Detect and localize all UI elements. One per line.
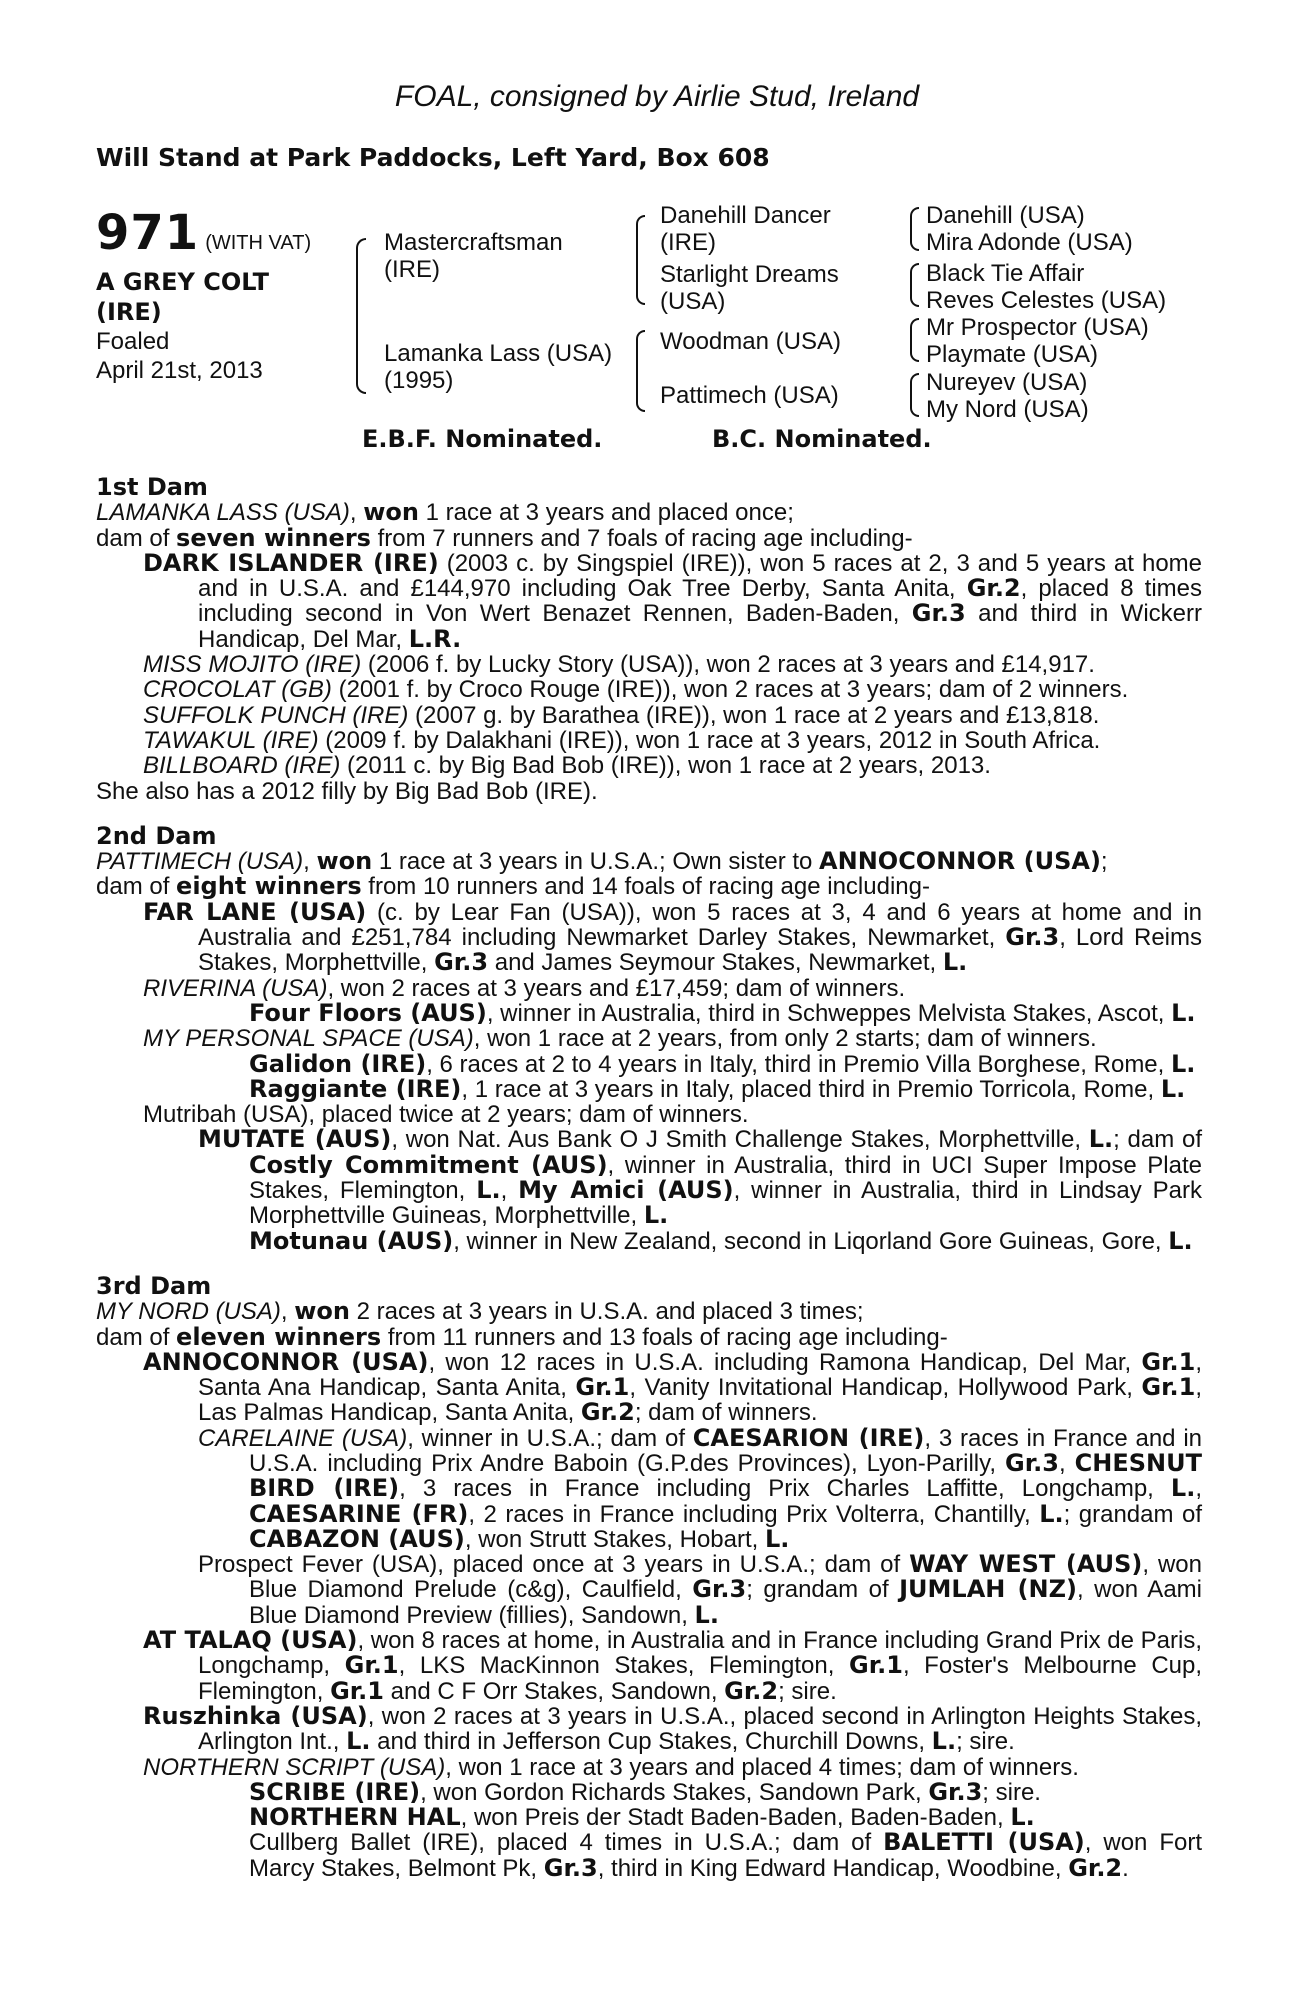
pedigree-sd: Starlight Dreams (USA): [660, 261, 839, 315]
pedigree-g6: Playmate (USA): [926, 341, 1099, 368]
pedigree-dam: Lamanka Lass (USA) (1995): [384, 340, 613, 394]
brace: [910, 207, 919, 251]
pedigree-ss: Danehill Dancer (IRE): [660, 202, 831, 256]
brace: [910, 318, 919, 362]
dam-line: dam of eight winners from 10 runners and 14 foals of racing age including-: [96, 872, 930, 901]
produce-entry: AT TALAQ (USA), won 8 races at home, in Australia and in France including Grand Prix de Paris, Longchamp, Gr.1, LKS MacKinnon Stakes, Flemington, Gr.1, Foster's Melbourne Cup, Flemington, Gr.1 and C F Orr Stakes, Sandown, Gr.2; sire.: [143, 1626, 1203, 1705]
foaled-info: [96, 327, 356, 385]
lot-block: [96, 205, 356, 385]
brace: [636, 330, 645, 412]
brace: [910, 263, 919, 307]
produce-entry: MISS MOJITO (IRE) (2006 f. by Lucky Story (USA)), won 2 races at 3 years and £14,917.: [143, 651, 1095, 679]
produce-entry: Motunau (AUS), winner in New Zealand, second in Liqorland Gore Guineas, Gore, L.: [249, 1226, 1193, 1255]
produce-entry: SUFFOLK PUNCH (IRE) (2007 g. by Barathea (IRE)), won 1 race at 2 years and £13,818.: [143, 701, 1100, 729]
pedigree-sire: Mastercraftsman (IRE): [384, 229, 563, 283]
produce-entry: FAR LANE (USA) (c. by Lear Fan (USA)), won 5 races at 3, 4 and 6 years at home and in Australia and £251,784 including Newmarket Darley Stakes, Newmarket, Gr.3, Lord Reims Stakes, Morphettville, Gr.3 and James Seymour Stakes, Newmarket, L.: [143, 897, 1203, 977]
pedigree-g5: Mr Prospector (USA): [926, 314, 1149, 341]
pedigree-g4: Reves Celestes (USA): [926, 287, 1167, 314]
foaled-date: April 21st, 2013: [96, 357, 263, 384]
produce-entry: MUTATE (AUS), won Nat. Aus Bank O J Smith Challenge Stakes, Morphettville, L.; dam of Costly Commitment (AUS), winner in Australia, third in UCI Super Impose Plate Stakes, Flemington, L., My Amici (AUS), winner in Australia, third in Lindsay Park Morphettville Guineas, Morphettville, L.: [198, 1125, 1202, 1230]
produce-entry: NORTHERN SCRIPT (USA), won 1 race at 3 years and placed 4 times; dam of winners.: [143, 1753, 1079, 1781]
lot-number-line: [96, 205, 356, 261]
produce-entry: MY PERSONAL SPACE (USA), won 1 race at 2 years, from only 2 starts; dam of winners.: [143, 1025, 1097, 1053]
pedigree-ds: Woodman (USA): [660, 328, 841, 355]
dam-line: LAMANKA LASS (USA), won 1 race at 3 years and placed once;: [96, 498, 794, 527]
produce-entry: Ruszhinka (USA), won 2 races at 3 years in U.S.A., placed second in Arlington Heights Stakes, Arlington Int., L. and third in Jefferson Cup Stakes, Churchill Downs, L.; sire.: [143, 1701, 1202, 1756]
produce-entry: ANNOCONNOR (USA), won 12 races in U.S.A. including Ramona Handicap, Del Mar, Gr.1, Santa Ana Handicap, Santa Anita, Gr.1, Vanity Invitational Handicap, Hollywood Park, Gr.1, Las Palmas Handicap, Santa Anita, Gr.2; dam of winners.: [143, 1347, 1203, 1427]
produce-entry: Mutribah (USA), placed twice at 2 years; dam of winners.: [143, 1101, 749, 1129]
brace: [910, 373, 919, 417]
produce-entry: SCRIBE (IRE), won Gordon Richards Stakes, Sandown Park, Gr.3; sire.: [249, 1777, 1041, 1806]
lot-desc-line: (IRE): [96, 298, 162, 326]
dam-line: She also has a 2012 filly by Big Bad Bob (IRE).: [96, 777, 598, 805]
foaled-label: Foaled: [96, 328, 170, 355]
produce-entry: BILLBOARD (IRE) (2011 c. by Big Bad Bob (IRE)), won 1 race at 2 years, 2013.: [143, 752, 991, 780]
pedigree-g7: Nureyev (USA): [926, 369, 1088, 396]
pedigree-dd: Pattimech (USA): [660, 382, 839, 409]
bc-nominated: B.C. Nominated.: [712, 425, 932, 453]
produce-entry: RIVERINA (USA), won 2 races at 3 years and £17,459; dam of winners.: [143, 974, 906, 1002]
dam-line: dam of seven winners from 7 runners and 7 foals of racing age including-: [96, 523, 913, 552]
vat-label: (WITH VAT): [205, 232, 312, 254]
produce-entry: CARELAINE (USA), winner in U.S.A.; dam of CAESARION (IRE), 3 races in France and in U.S.A. including Prix Andre Baboin (G.P.des Provinces), Lyon-Parilly, Gr.3, CHESNUT BIRD (IRE), 3 races in France including Prix Charles Laffitte, Longchamp, L., CAESARINE (FR), 2 races in France including Prix Volterra, Chantilly, L.; grandam of CABAZON (AUS), won Strutt Stakes, Hobart, L.: [198, 1423, 1203, 1553]
lot-number: 971: [96, 205, 200, 261]
second-dam-section: [96, 821, 1203, 1255]
brace: [636, 215, 645, 305]
lot-description: [96, 267, 356, 327]
third-dam-section: [96, 1271, 1203, 1882]
produce-entry: Prospect Fever (USA), placed once at 3 years in U.S.A.; dam of WAY WEST (AUS), won Blue Diamond Prelude (c&g), Caulfield, Gr.3; grandam of JUMLAH (NZ), won Aami Blue Diamond Preview (fillies), Sandown, L.: [198, 1550, 1202, 1629]
section-heading: 1st Dam: [96, 473, 208, 501]
pedigree-g2: Mira Adonde (USA): [926, 229, 1133, 256]
lot-desc-line: A GREY COLT: [96, 268, 269, 296]
pedigree-g1: Danehill (USA): [926, 202, 1085, 229]
dam-line: PATTIMECH (USA), won 1 race at 3 years in U.S.A.; Own sister to ANNOCONNOR (USA);: [96, 847, 1108, 876]
produce-entry: NORTHERN HAL, won Preis der Stadt Baden-Baden, Baden-Baden, L.: [249, 1803, 1035, 1832]
produce-entry: Cullberg Ballet (IRE), placed 4 times in U.S.A.; dam of BALETTI (USA), won Fort Marcy Stakes, Belmont Pk, Gr.3, third in King Edward Handicap, Woodbine, Gr.2.: [249, 1828, 1202, 1882]
produce-entry: TAWAKUL (IRE) (2009 f. by Dalakhani (IRE)), won 1 race at 3 years, 2012 in South Africa.: [143, 726, 1101, 754]
pedigree-g3: Black Tie Affair: [926, 260, 1085, 287]
stand-location: Will Stand at Park Paddocks, Left Yard, Box 608: [96, 143, 770, 172]
dam-line: dam of eleven winners from 11 runners and 13 foals of racing age including-: [96, 1322, 948, 1351]
produce-entry: Galidon (IRE), 6 races at 2 to 4 years in Italy, third in Premio Villa Borghese, Rome, L.: [249, 1049, 1196, 1078]
section-heading: 2nd Dam: [96, 821, 217, 850]
dam-line: MY NORD (USA), won 2 races at 3 years in U.S.A. and placed 3 times;: [96, 1297, 864, 1326]
section-heading: 3rd Dam: [96, 1271, 212, 1300]
produce-entry: Raggiante (IRE), 1 race at 3 years in Italy, placed third in Premio Torricola, Rome, L.: [249, 1074, 1186, 1103]
produce-entry: CROCOLAT (GB) (2001 f. by Croco Rouge (IRE)), won 2 races at 3 years; dam of 2 winners.: [143, 676, 1129, 704]
dam-details: [96, 475, 1202, 1881]
consignor-line: FOAL, consigned by Airlie Stud, Ireland: [394, 80, 920, 113]
brace: [356, 238, 366, 394]
ebf-nominated: E.B.F. Nominated.: [362, 425, 603, 453]
produce-entry: DARK ISLANDER (IRE) (2003 c. by Singspiel (IRE)), won 5 races at 2, 3 and 5 years at home and in U.S.A. and £144,970 including Oak Tree Derby, Santa Anita, Gr.2, placed 8 times including second in Von Wert Benazet Rennen, Baden-Baden, Gr.3 and third in Wickerr Handicap, Del Mar, L.R.: [143, 548, 1203, 653]
pedigree-g8: My Nord (USA): [926, 396, 1089, 423]
first-dam-section: [96, 475, 1202, 804]
produce-entry: Four Floors (AUS), winner in Australia, third in Schweppes Melvista Stakes, Ascot, L.: [249, 998, 1196, 1027]
